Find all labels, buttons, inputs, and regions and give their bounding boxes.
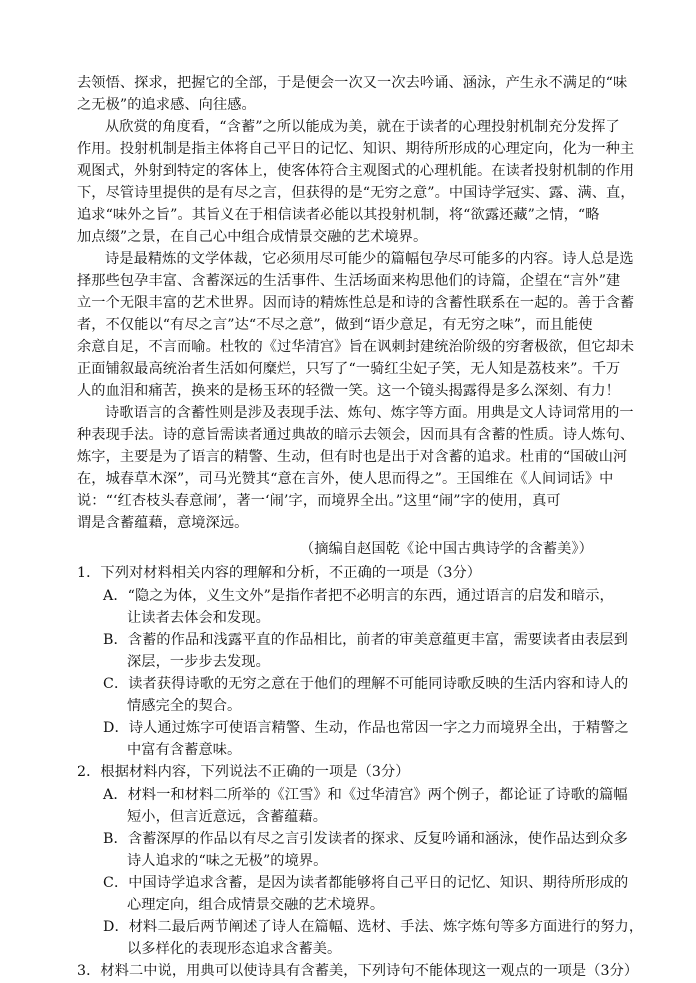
passage-line: 说：“‘红杏枝头春意闹’，著一‘闹’字，而境界全出。”这里“闹”字的使用，真可 [77, 493, 561, 509]
question-2-option-b-cont: 诗人追求的“味之无极”的境界。 [127, 853, 328, 869]
question-1-stem: 1．下列对材料相关内容的理解和分析，不正确的一项是（3分） [77, 565, 482, 581]
passage-line: 之无极”的追求感、向往感。 [77, 97, 256, 113]
passage-line: 炼字，主要是为了语言的精警、生动，但有时也是出于对含蓄的追求。杜甫的“国破山河 [77, 449, 628, 465]
question-1-option-d: D．诗人通过炼字可使语言精警、生动，作品也常因一字之力而境界全出，于精警之 [103, 720, 629, 736]
passage-line: 正面铺叙最高统治者生活如何糜烂，只写了“一骑红尘妃子笑，无人知是荔枝来”。千万 [77, 361, 621, 377]
passage-line: 诗歌语言的含蓄性则是涉及表现手法、炼句、炼字等方面。用典是文人诗词常用的一 [105, 405, 634, 421]
passage-line: 观图式，外射到特定的客体上，使客体符合主观图式的心理机能。在读者投射机制的作用 [77, 163, 635, 179]
question-2-option-a: A．材料一和材料二所举的《江雪》和《过华清宫》两个例子，都论证了诗歌的篇幅 [103, 787, 628, 803]
question-1-option-c-cont: 情感完全的契合。 [127, 698, 242, 714]
question-1-option-a-cont: 让读者去体会和发现。 [127, 610, 270, 626]
passage-line: 余意自足，不言而喻。杜牧的《过华清宫》旨在讽刺封建统治阶级的穷奢极欲，但它却未 [77, 339, 635, 355]
question-2-option-a-cont: 短小，但言近意远，含蓄蕴藉。 [127, 809, 328, 825]
question-2-option-c-cont: 心理定向，组合成情景交融的艺术境界。 [127, 897, 385, 913]
question-1-option-d-cont: 中富有含蓄意味。 [127, 742, 242, 758]
question-1-option-a: A．“隐之为体，义生文外”是指作者把不必明言的东西，通过语言的启发和暗示， [103, 588, 614, 604]
passage-line: 去领悟、探求，把握它的全部，于是便会一次又一次去吟诵、涵泳，产生永不满足的“味 [77, 75, 628, 91]
passage-line: 从欣赏的角度看，“含蓄”之所以能成为美，就在于读者的心理投射机制充分发挥了 [105, 119, 620, 135]
passage-line: 人的血泪和痛苦，换来的是杨玉环的轻微一笑。这一个镜头揭露得是多么深刻、有力！ [77, 383, 620, 399]
passage-line: 诗是最精炼的文学体裁，它必须用尽可能少的篇幅包孕尽可能多的内容。诗人总是选 [105, 251, 634, 267]
passage-line: 择那些包孕丰富、含蓄深远的生活事件、生活场面来构思他们的诗篇，企望在“言外”建 [77, 273, 621, 289]
passage-line: 种表现手法。诗的意旨需读者通过典故的暗示去领会，因而具有含蓄的性质。诗人炼句、 [77, 427, 635, 443]
passage-line: 立一个无限丰富的艺术世界。因而诗的精炼性总是和诗的含蓄性联系在一起的。善于含蓄 [77, 295, 635, 311]
passage-line: 作用。投射机制是指主体将自己平日的记忆、知识、期待所形成的心理定向，化为一种主 [77, 141, 635, 157]
question-2-option-c: C．中国诗学追求含蓄，是因为读者都能够将自己平日的记忆、知识、期待所形成的 [103, 875, 629, 891]
question-1-option-b-cont: 深层，一步步去发现。 [127, 654, 270, 670]
passage-line: 谓是含蓄蕴藉，意境深远。 [77, 515, 249, 531]
question-3-stem: 3．材料二中说，用典可以使诗具有含蓄美，下列诗句不能体现这一观点的一项是（3分） [77, 963, 639, 979]
question-2-option-d: D．材料二最后两节阐述了诗人在篇幅、选材、手法、炼字炼句等多方面进行的努力， [103, 919, 644, 935]
passage-line: 加点缀”之景，在自己心中组合成情景交融的艺术境界。 [77, 229, 428, 245]
question-2-stem: 2．根据材料内容，下列说法不正确的一项是（3分） [77, 764, 410, 780]
question-1-option-b: B．含蓄的作品和浅露平直的作品相比，前者的审美意蕴更丰富，需要读者由表层到 [103, 632, 628, 648]
passage-line: 下，尽管诗里提供的是有尽之言，但获得的是“无穷之意”。中国诗学冠实、露、满、直， [77, 185, 635, 201]
passage-line: 追求“味外之旨”。其旨义在于相信读者必能以其投射机制，将“欲露还藏”之情，“略 [77, 207, 600, 223]
passage-line: 在，城春草木深”，司马光赞其“意在言外，使人思而得之”。王国维在《人间词话》中 [77, 471, 614, 487]
question-2-option-b: B．含蓄深厚的作品以有尽之言引发读者的探求、反复吟诵和涵泳，使作品达到众多 [103, 831, 628, 847]
question-2-option-d-cont: 以多样化的表现形态追求含蓄美。 [127, 941, 342, 957]
question-1-option-c: C．读者获得诗歌的无穷之意在于他们的理解不可能同诗歌反映的生活内容和诗人的 [103, 676, 629, 692]
source-attribution: （摘编自赵国乾《论中国古典诗学的含蓄美》） [300, 541, 593, 557]
passage-line: 者，不仅能以“有尽之言”达“不尽之意”，做到“语少意足，有无穷之味”，而且能使 [77, 317, 593, 333]
